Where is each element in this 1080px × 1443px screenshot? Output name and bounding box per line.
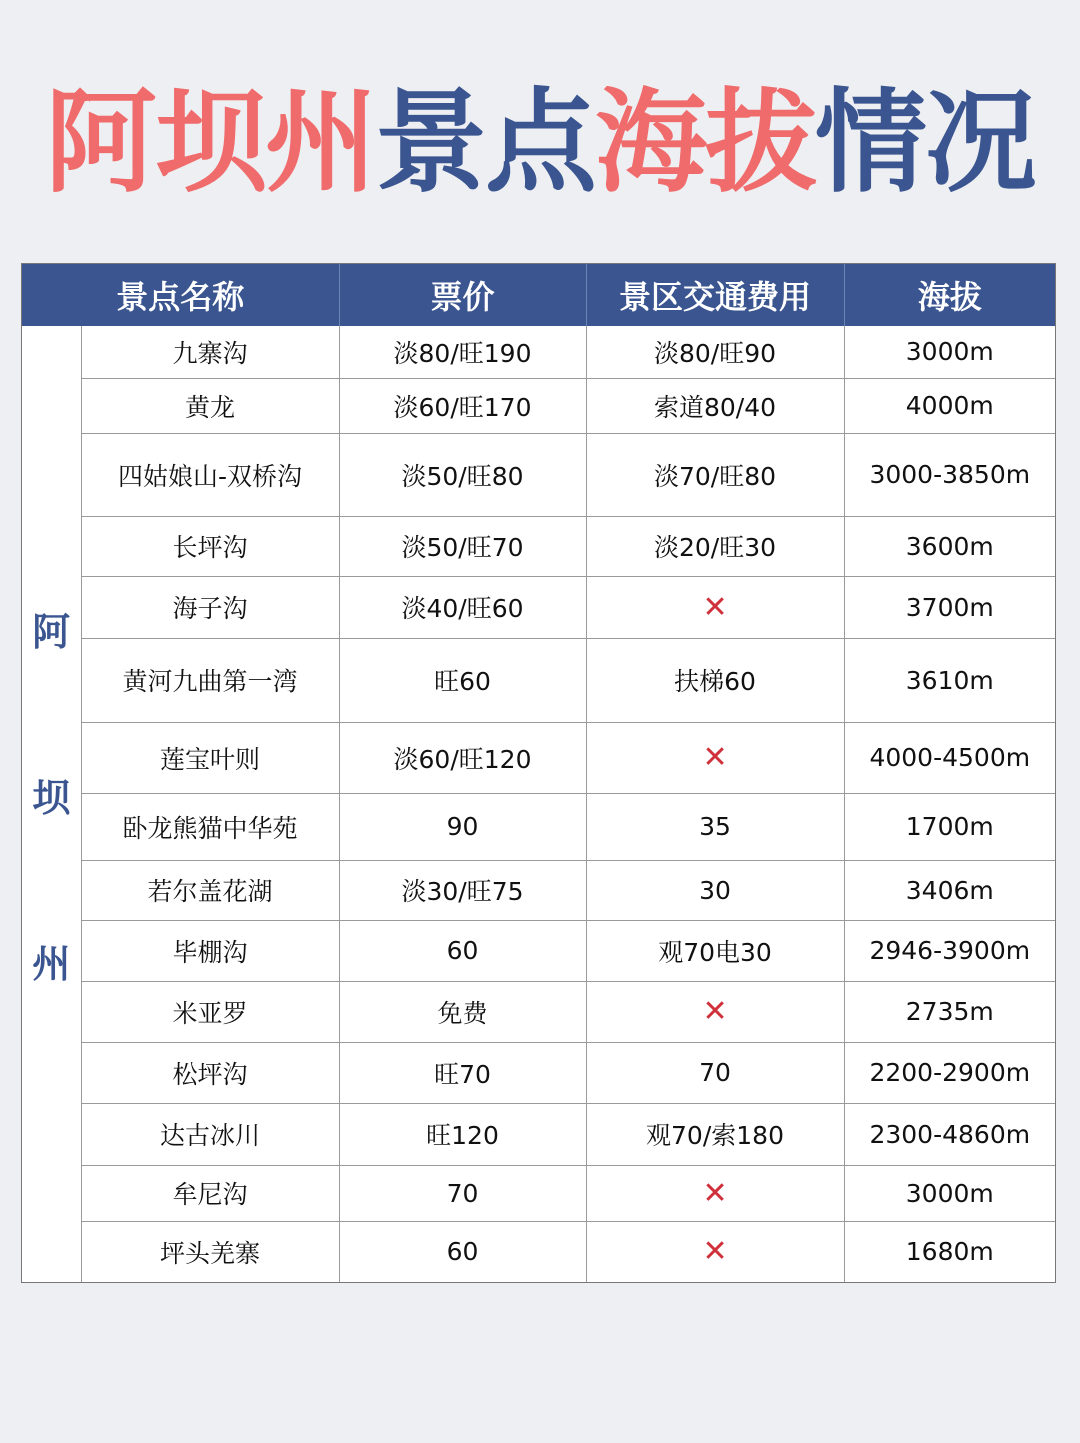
cell-price: 淡30/旺75	[339, 860, 586, 920]
scenic-table	[21, 263, 1056, 1283]
cell-name: 米亚罗	[81, 981, 339, 1042]
cell-name: 达古冰川	[81, 1103, 339, 1165]
table-row	[22, 433, 1055, 516]
table-row	[22, 981, 1055, 1042]
header-name: 景点名称	[22, 264, 339, 326]
cell-altitude: 1680m	[905, 1237, 994, 1267]
table-row	[22, 860, 1055, 920]
cell-altitude: 3406m	[844, 860, 1055, 920]
cell-name: 黄龙	[81, 378, 339, 433]
cell-price: 免费	[339, 981, 586, 1042]
cell-name: 毕棚沟	[81, 920, 339, 981]
cell-altitude: 4000m	[844, 378, 1055, 433]
cell-transport: 淡80/旺90	[586, 326, 844, 378]
cell-price: 60	[339, 920, 586, 981]
cell-altitude: 1700m	[844, 793, 1055, 860]
cell-name: 松坪沟	[81, 1042, 339, 1103]
table-row	[22, 1103, 1055, 1165]
cell-altitude: 2300-4860m	[844, 1103, 1055, 1165]
table-row	[22, 920, 1055, 981]
cell-transport: 淡70/旺80	[586, 433, 844, 516]
cell-name: 九寨沟	[81, 326, 339, 378]
table-row	[22, 326, 1055, 378]
cell-transport: ✕	[586, 1165, 844, 1221]
cell-name: 卧龙熊猫中华苑	[81, 793, 339, 860]
cell-price: 旺60	[339, 638, 586, 722]
cell-transport: ✕	[586, 576, 844, 638]
cell-transport: 观70/索180	[586, 1103, 844, 1165]
cell-name: 海子沟	[81, 576, 339, 638]
cell-transport: 观70电30	[586, 920, 844, 981]
region-label	[22, 326, 81, 1282]
cell-transport: 扶梯60	[586, 638, 844, 722]
cell-altitude: 3610m	[844, 638, 1055, 722]
table-row	[22, 793, 1055, 860]
title-part: 情况	[815, 78, 1035, 208]
cell-name: 若尔盖花湖	[81, 860, 339, 920]
cell-price: 淡50/旺80	[339, 433, 586, 516]
header-price: 票价	[339, 264, 586, 326]
cell-transport: ✕	[586, 981, 844, 1042]
table-row	[22, 722, 1055, 793]
cell-altitude: 4000-4500m	[844, 722, 1055, 793]
cell-price: 淡50/旺70	[339, 516, 586, 576]
cell-transport: 索道80/40	[586, 378, 844, 433]
cell-altitude: 2735m	[844, 981, 1055, 1042]
header-transport: 景区交通费用	[586, 264, 844, 326]
cell-altitude: 3000m	[844, 1165, 1055, 1221]
table-body	[22, 326, 1055, 1282]
cell-altitude: 2200-2900m	[844, 1042, 1055, 1103]
cell-transport: ✕	[586, 722, 844, 793]
cell-name: 莲宝叶则	[81, 722, 339, 793]
table-row	[22, 1165, 1055, 1221]
cell-altitude: 3600m	[844, 516, 1055, 576]
cell-transport: 35	[586, 793, 844, 860]
cell-price: 淡80/旺190	[339, 326, 586, 378]
cell-name: 长坪沟	[81, 516, 339, 576]
cell-altitude: 3000m	[844, 326, 1055, 378]
title-part: 阿坝州	[45, 78, 375, 208]
cell-price: 旺120	[339, 1103, 586, 1165]
cell-altitude: 2946-3900m	[844, 920, 1055, 981]
cell-price: 淡60/旺120	[339, 722, 586, 793]
table-row	[22, 576, 1055, 638]
cell-transport: 淡20/旺30	[586, 516, 844, 576]
cell-price: 旺70	[339, 1042, 586, 1103]
region-char: 阿	[32, 610, 71, 654]
cell-name: 黄河九曲第一湾	[81, 638, 339, 722]
cell-price: 淡40/旺60	[339, 576, 586, 638]
cell-name: 四姑娘山-双桥沟	[81, 433, 339, 516]
cell-price: 60	[339, 1221, 586, 1282]
cell-altitude: 3700m	[844, 576, 1055, 638]
table-row	[22, 378, 1055, 433]
cell-altitude: 3000-3850m	[844, 433, 1055, 516]
region-char: 州	[32, 942, 71, 986]
table-row	[22, 516, 1055, 576]
cell-transport: ✕	[586, 1221, 844, 1282]
title-part: 海拔	[595, 78, 815, 208]
cell-price: 90	[339, 793, 586, 860]
cell-price: 70	[339, 1165, 586, 1221]
cell-price: 淡60/旺170	[339, 378, 586, 433]
header-altitude: 海拔	[844, 264, 1055, 326]
cell-name: 坪头羌寨	[81, 1221, 339, 1282]
cell-transport: 70	[586, 1042, 844, 1103]
table-row	[22, 638, 1055, 722]
table-row	[22, 1221, 1055, 1282]
table-row	[22, 1042, 1055, 1103]
region-char: 坝	[32, 776, 71, 820]
title-part: 景点	[375, 78, 595, 208]
table-header-row	[22, 264, 1055, 326]
cell-name: 牟尼沟	[81, 1165, 339, 1221]
page-title	[0, 78, 1080, 208]
cell-transport: 30	[586, 860, 844, 920]
